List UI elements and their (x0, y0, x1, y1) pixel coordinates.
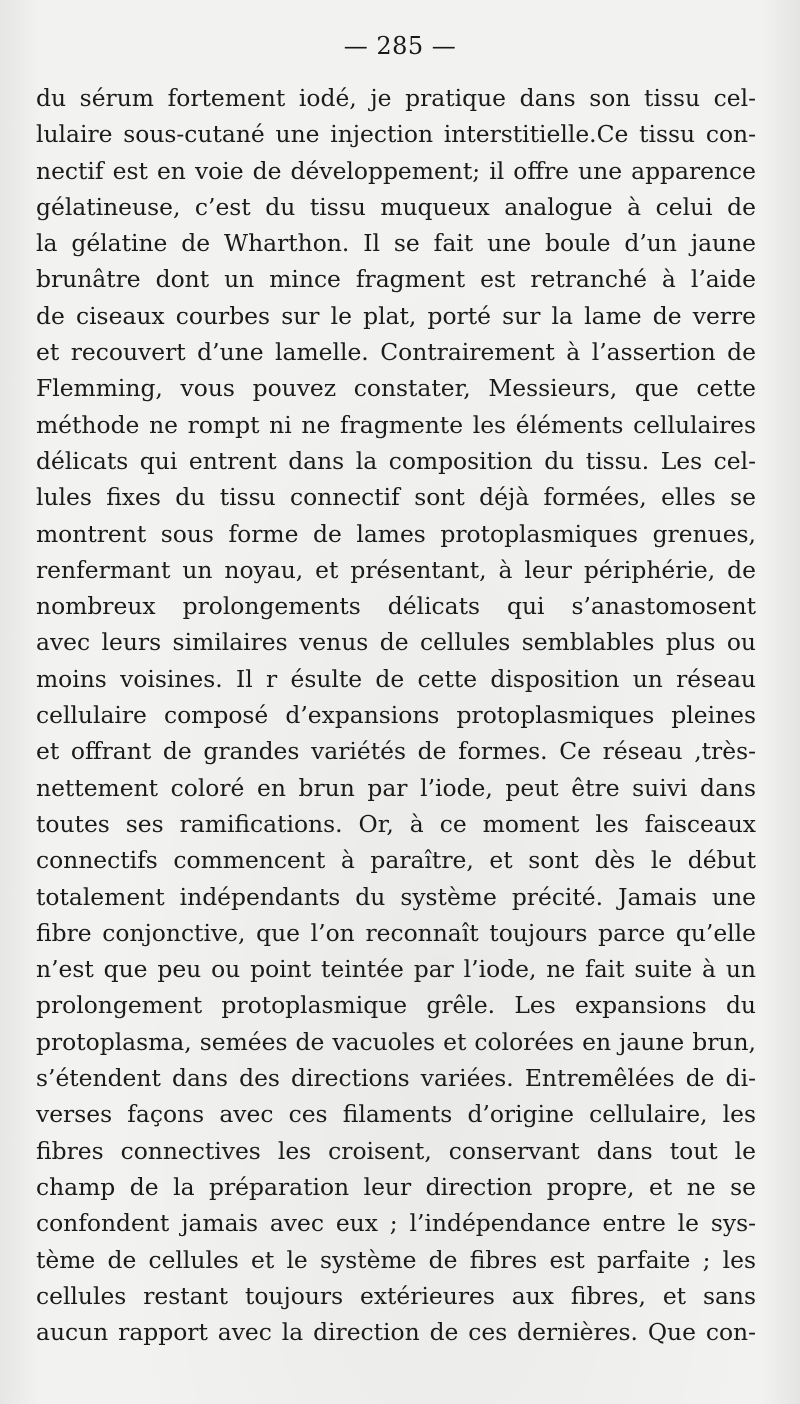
text-line: tème de cellules et le système de fibres est parfaite ; les (36, 1245, 756, 1274)
text-line: méthode ne rompt ni ne fragmente les éléments cellulaires (36, 410, 756, 439)
text-line: lulaire sous-cutané une injection interstitielle.Ce tissu con- (36, 120, 756, 149)
text-line: connectifs commencent à paraître, et sont dès le début (36, 846, 756, 875)
text-line: avec leurs similaires venus de cellules semblables plus ou (36, 628, 756, 657)
text-line: de ciseaux courbes sur le plat, porté sur la lame de verre (36, 301, 756, 330)
text-line: Flemming, vous pouvez constater, Messieurs, que cette (36, 374, 756, 403)
text-line: la gélatine de Wharthon. Il se fait une boule d’un jaune (36, 229, 756, 258)
text-line: et offrant de grandes variétés de formes. Ce réseau ,très- (36, 737, 756, 766)
text-line: cellules restant toujours extérieures aux fibres, et sans (36, 1281, 756, 1310)
text-line: verses façons avec ces filaments d’origine cellulaire, les (36, 1100, 756, 1129)
text-line: champ de la préparation leur direction propre, et ne se (36, 1172, 756, 1201)
text-line: protoplasma, semées de vacuoles et colorées en jaune brun, (36, 1027, 756, 1056)
text-line: moins voisines. Il r ésulte de cette disposition un réseau (36, 664, 756, 693)
text-line: aucun rapport avec la direction de ces dernières. Que con- (36, 1318, 756, 1347)
text-line: nettement coloré en brun par l’iode, peut être suivi dans (36, 773, 756, 802)
text-line: n’est que peu ou point teintée par l’iode, ne fait suite à un (36, 955, 756, 984)
text-line: délicats qui entrent dans la composition du tissu. Les cel- (36, 446, 756, 475)
text-line: lules fixes du tissu connectif sont déjà formées, elles se (36, 483, 756, 512)
text-line: gélatineuse, c’est du tissu muqueux analogue à celui de (36, 192, 756, 221)
text-line: fibres connectives les croisent, conservant dans tout le (36, 1136, 756, 1165)
text-line: fibre conjonctive, que l’on reconnaît toujours parce qu’elle (36, 918, 756, 947)
page-number: — 285 — (343, 32, 457, 60)
text-line: confondent jamais avec eux ; l’indépendance entre le sys- (36, 1209, 756, 1238)
text-line: totalement indépendants du système précité. Jamais une (36, 882, 756, 911)
body-text (36, 80, 756, 1350)
text-line: et recouvert d’une lamelle. Contrairement à l’assertion de (36, 338, 756, 367)
text-line: nectif est en voie de développement; il offre une apparence (36, 156, 756, 185)
text-line: brunâtre dont un mince fragment est retranché à l’aide (36, 265, 756, 294)
text-line: montrent sous forme de lames protoplasmiques grenues, (36, 519, 756, 548)
text-line: s’étendent dans des directions variées. Entremêlées de di- (36, 1064, 756, 1093)
text-line: renfermant un noyau, et présentant, à leur périphérie, de (36, 555, 756, 584)
text-line: du sérum fortement iodé, je pratique dans son tissu cel- (36, 84, 756, 112)
text-line: cellulaire composé d’expansions protoplasmiques pleines (36, 701, 756, 730)
text-line: nombreux prolongements délicats qui s’anastomosent (36, 592, 756, 621)
text-line: prolongement protoplasmique grêle. Les expansions du (36, 991, 756, 1020)
text-line: toutes ses ramifications. Or, à ce moment les faisceaux (36, 809, 756, 838)
